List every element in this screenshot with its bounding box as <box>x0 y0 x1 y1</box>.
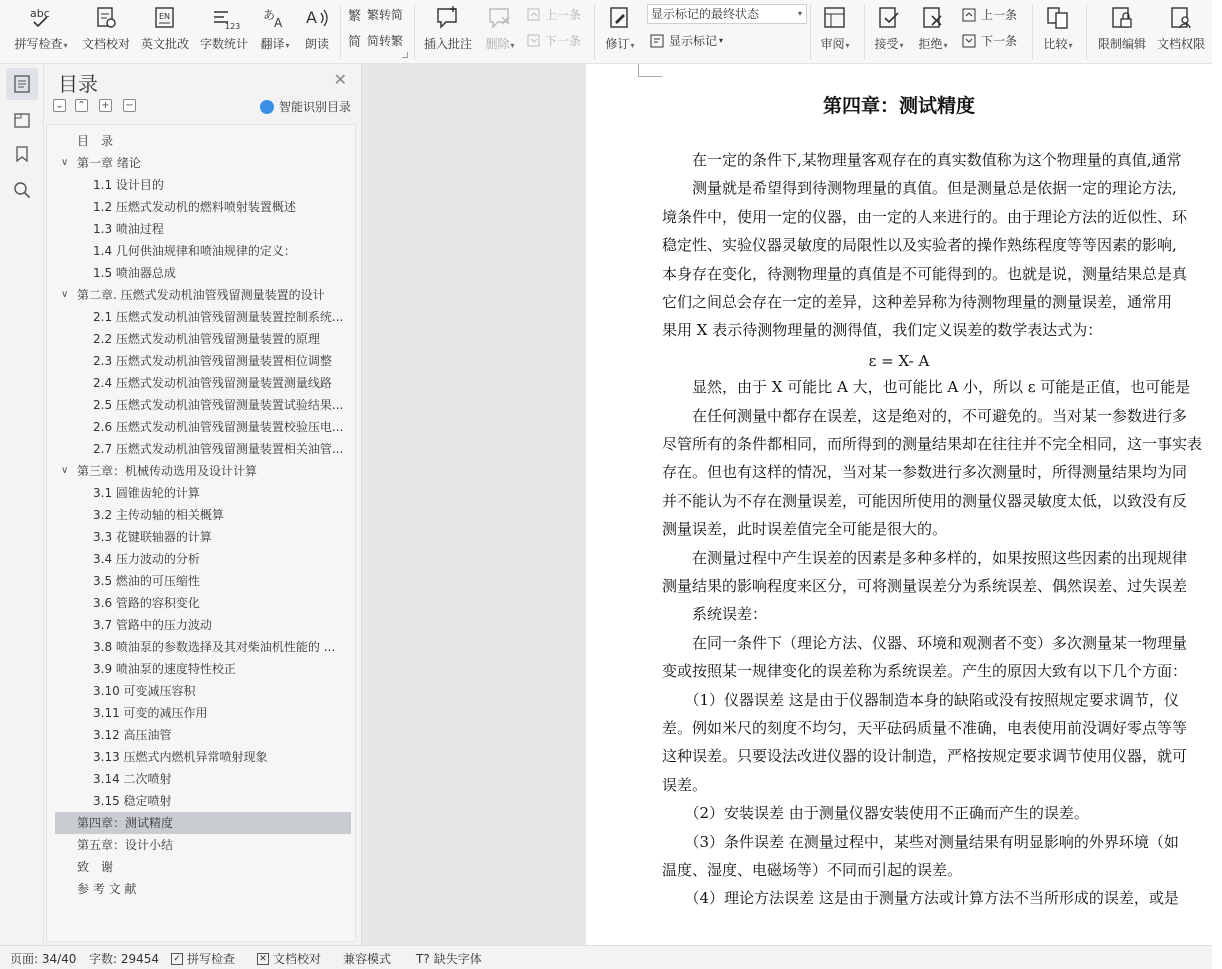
toc-item[interactable] <box>55 790 351 812</box>
toc-item-label: 第四章：测试精度 <box>77 816 174 830</box>
toc-item-label: 第三章：机械传动选用及设计计算 <box>77 464 258 478</box>
check-icon: ✓ <box>171 953 183 965</box>
toc-item-label: 3.12 高压油管 <box>93 728 172 742</box>
toc-icon <box>13 75 31 93</box>
doc-proof-button[interactable]: 文档校对 <box>80 0 132 64</box>
toc-item[interactable] <box>55 702 351 724</box>
text-line: 在测量过程中产生误差的因素是多种多样的，如果按照这些因素的出现规律 <box>662 548 1188 567</box>
toc-item-label: 3.9 喷油泵的速度特性校正 <box>93 662 236 676</box>
toc-item-label: 目 录 <box>77 134 114 148</box>
search-icon <box>13 181 31 199</box>
text-line: 尽管所有的条件都相同，而所得到的测量结果却在往往并不完全相同，这一事实表 <box>662 435 1203 453</box>
text-line: 本身存在变化，待测物理量的真值是不可能得到的。也就是说，测量结果总是真 <box>662 264 1188 283</box>
toc-item[interactable] <box>55 438 351 460</box>
toc-title: 目录 <box>58 72 98 96</box>
toc-item-label: 1.2 压燃式发动机的燃料喷射装置概述 <box>93 200 296 214</box>
review-pane-icon <box>822 5 848 31</box>
toc-item[interactable] <box>55 240 351 262</box>
bookmark-button[interactable] <box>6 138 38 170</box>
toc-item[interactable] <box>55 856 351 878</box>
toc-item[interactable] <box>55 394 351 416</box>
chevron-down-icon[interactable]: ∨ <box>61 157 69 168</box>
text-line: 果用 X 表示待测物理量的测得值，我们定义误差的数学表达式为： <box>662 321 1103 340</box>
toc-item-label: 2.7 压燃式发动机油管残留测量装置相关油管... <box>93 442 344 456</box>
missing-font[interactable]: T? 缺失字体 <box>416 951 482 966</box>
toc-item[interactable] <box>55 658 351 680</box>
toc-item[interactable] <box>55 372 351 394</box>
simp-to-trad-button[interactable]: 简 简转繁 <box>348 34 404 50</box>
toc-item[interactable] <box>55 570 351 592</box>
font-icon: T? <box>416 951 430 966</box>
toc-item[interactable] <box>55 262 351 284</box>
show-markup-icon <box>650 33 666 49</box>
toc-item[interactable] <box>55 196 351 218</box>
english-review-icon <box>152 5 178 31</box>
restrict-edit-lock-icon <box>1109 5 1135 31</box>
text-line: （3）条件误差 在测量过程中，某些对测量结果有明显影响的外界环境（如 <box>662 832 1179 851</box>
translate-icon <box>262 5 288 31</box>
review-ribbon <box>0 0 1212 64</box>
accept-button[interactable]: 接受▾ <box>870 0 908 64</box>
toc-panel-button[interactable] <box>6 68 38 100</box>
text-line: 存在。但也有这样的情况，当对某一参数进行多次测量时，所得测量结果均为同 <box>662 463 1188 482</box>
toc-item-label: 2.3 压燃式发动机油管残留测量装置相位调整 <box>93 354 332 368</box>
toc-item[interactable] <box>55 416 351 438</box>
text-line: 测量就是希望得到待测物理量的真值。但是测量总是依据一定的理论方法, <box>662 179 1177 198</box>
toc-item-label: 第五章：设计小结 <box>77 838 174 852</box>
spell-check-icon <box>28 5 54 31</box>
toc-item[interactable] <box>55 174 351 196</box>
trad-conv-icon <box>348 7 364 23</box>
text-line: 温度、湿度、电磁场等）不同而引起的误差。 <box>662 861 963 879</box>
toc-item[interactable] <box>55 812 351 834</box>
search-button[interactable] <box>6 174 38 206</box>
text-line: 这种误差。只要设法改进仪器的设计制造，严格按规定要求调节使用仪器，就可 <box>662 747 1188 766</box>
document-page[interactable] <box>586 64 1212 945</box>
doc-permission-icon <box>1168 5 1194 31</box>
text-line: 在同一条件下（理论方法、仪器、环境和观测者不变）多次测量某一物理量 <box>662 633 1188 652</box>
trad-to-simp-button[interactable]: 繁 繁转简 <box>348 8 404 24</box>
text-line: 稳定性、实验仪器灵敏度的局限性以及实验者的操作熟练程度等等因素的影响, <box>662 236 1177 255</box>
toc-item-label: 2.2 压燃式发动机油管残留测量装置的原理 <box>93 332 320 346</box>
toc-item[interactable] <box>55 636 351 658</box>
toc-item-label: 致 谢 <box>77 860 114 874</box>
reject-icon <box>920 5 946 31</box>
text-line: （1）仪器误差 这是由于仪器制造本身的缺陷或没有按照规定要求调节，仪 <box>662 690 1179 709</box>
toc-item[interactable] <box>55 724 351 746</box>
svg-text:A: A <box>274 16 283 30</box>
toc-item[interactable] <box>55 614 351 636</box>
toc-item-label: 2.4 压燃式发动机油管残留测量装置测量线路 <box>93 376 332 390</box>
word-count-button[interactable]: 123 字数统计 <box>197 0 251 64</box>
delete-comment-icon <box>487 5 513 31</box>
text-line: 系统误差： <box>662 605 768 624</box>
prev-change-button[interactable]: 上一条 <box>962 6 1017 23</box>
status-spell-check[interactable]: ✓ 拼写检查 <box>171 950 235 967</box>
delete-comment-button[interactable]: 删除▾ <box>482 0 518 64</box>
spell-check-button[interactable]: abc 拼写检查▾ <box>14 7 68 51</box>
toc-item-label: 3.11 可变的减压作用 <box>93 706 208 720</box>
toc-item-label: 3.1 圆锥齿轮的计算 <box>93 486 200 500</box>
toc-item-label: 3.10 可变减压容积 <box>93 684 196 698</box>
english-review-button[interactable]: EN 英文批改 <box>138 0 192 64</box>
next-comment-button[interactable]: 下一条 <box>526 32 581 49</box>
status-bar <box>0 945 1212 969</box>
toc-item[interactable] <box>55 460 351 482</box>
text-line: 在任何测量中都存在误差，这是绝对的，不可避免的。当对某一参数进行多 <box>662 406 1188 425</box>
prev-change-icon <box>962 7 978 23</box>
status-doc-proof[interactable]: ✕ 文档校对 <box>257 950 321 967</box>
chapter-nav-icon <box>13 111 31 129</box>
next-comment-icon <box>526 33 542 49</box>
text-line: 它们之间总会存在一定的差异，这种差异称为待测物理量的测量误差，通常用 <box>662 293 1173 311</box>
prev-comment-button[interactable]: 上一条 <box>526 6 581 23</box>
toc-item-label: 1.3 喷油过程 <box>93 222 164 236</box>
page-indicator[interactable]: 页面: 34/40 <box>10 952 77 966</box>
svg-text:EN: EN <box>159 12 171 21</box>
read-aloud-icon <box>304 5 330 31</box>
review-pane-button[interactable]: 审阅▾ <box>815 0 855 64</box>
svg-text:あ: あ <box>263 8 276 22</box>
doc-proof-icon <box>93 5 119 31</box>
chapter-heading: 第四章：测试精度 <box>822 95 975 117</box>
toc-item-label: 第二章. 压燃式发动机油管残留测量装置的设计 <box>77 288 325 302</box>
chevron-down-icon[interactable]: ∨ <box>61 289 69 300</box>
compare-icon <box>1045 5 1071 31</box>
toc-item-label: 3.8 喷油泵的参数选择及其对柴油机性能的 ... <box>93 640 336 654</box>
text-line: 测量误差，此时误差值完全可能是很大的。 <box>662 520 948 539</box>
markup-display-select[interactable]: 显示标记的最终状态 ▾ <box>647 4 807 24</box>
toc-item-label: 3.3 花键联轴器的计算 <box>93 530 212 544</box>
toc-item-label: 1.4 几何供油规律和喷油规律的定义： <box>93 244 296 258</box>
text-line: 并不能认为不存在测量误差，可能因所使用的测量仪器灵敏度太低，以致没有反 <box>662 491 1188 510</box>
svg-text:简: 简 <box>348 34 362 50</box>
toc-item[interactable] <box>55 284 351 306</box>
toc-item[interactable] <box>55 350 351 372</box>
accept-icon <box>876 5 902 31</box>
smart-toc-icon <box>260 100 274 114</box>
track-changes-icon <box>607 5 633 31</box>
text-line: 境条件中，使用一定的仪器，由一定的人来进行的。由于理论方法的近似性、环 <box>662 207 1188 226</box>
toc-item-label: 3.14 二次喷射 <box>93 772 172 786</box>
toc-item[interactable] <box>55 504 351 526</box>
word-count-icon <box>211 5 241 31</box>
track-changes-button[interactable]: 修订▾ <box>600 0 640 64</box>
toc-item[interactable] <box>55 834 351 856</box>
chapter-nav-button[interactable] <box>6 104 38 136</box>
next-change-button[interactable]: 下一条 <box>962 32 1017 49</box>
simp-conv-icon <box>348 33 364 49</box>
svg-text:A: A <box>306 8 317 27</box>
toc-item-label: 参 考 文 献 <box>77 882 137 896</box>
toc-item-label: 3.7 管路中的压力波动 <box>93 618 212 632</box>
insert-comment-button[interactable]: 插入批注 <box>420 0 476 64</box>
text-line: 变或按照某一规律变化的误差称为系统误差。产生的原因大致有以下几个方面： <box>662 662 1188 681</box>
text-line: （4）理论方法误差 这是由于测量方法或计算方法不当所形成的误差，或是 <box>662 889 1179 908</box>
read-aloud-button[interactable]: A 朗读 <box>299 0 335 64</box>
smart-toc-button[interactable]: 智能识别目录 <box>260 98 351 115</box>
toc-item[interactable] <box>55 746 351 768</box>
add-heading-icon[interactable]: + <box>99 99 112 112</box>
prev-comment-icon <box>526 7 542 23</box>
chevron-down-icon[interactable]: ∨ <box>61 465 69 476</box>
text-line: 测量结果的影响程度来区分，可将测量误差分为系统误差、偶然误差、过失误差 <box>662 577 1188 595</box>
proof-icon: ✕ <box>257 953 269 965</box>
toc-item-label: 3.13 压燃式内燃机异常喷射现象 <box>93 750 268 764</box>
toc-item[interactable] <box>55 328 351 350</box>
word-count-indicator[interactable]: 字数: 29454 <box>89 952 160 966</box>
toc-item-label: 2.1 压燃式发动机油管残留测量装置控制系统... <box>93 310 344 324</box>
translate-button[interactable]: あ A 翻译▾ <box>255 0 295 64</box>
remove-heading-icon[interactable]: − <box>123 99 136 112</box>
expand-up-icon[interactable]: ⌃ <box>75 99 88 112</box>
toc-item-label: 3.6 管路的容积变化 <box>93 596 200 610</box>
toc-item[interactable] <box>55 548 351 570</box>
toc-item[interactable] <box>55 130 351 152</box>
restrict-edit-button[interactable]: 限制编辑 <box>1094 0 1150 64</box>
text-line: 误差。 <box>662 775 708 794</box>
toc-panel <box>44 64 362 945</box>
toc-item[interactable] <box>55 592 351 614</box>
formula-line: ε = X- A <box>868 351 930 370</box>
toc-list <box>46 124 356 942</box>
svg-text:123: 123 <box>225 22 241 31</box>
toc-item-label: 3.15 稳定喷射 <box>93 794 172 808</box>
toc-item-label: 1.1 设计目的 <box>93 178 164 192</box>
insert-comment-icon <box>435 5 461 31</box>
toc-item-label: 3.4 压力波动的分析 <box>93 552 200 566</box>
svg-text:繁: 繁 <box>348 8 362 24</box>
close-icon[interactable]: ✕ <box>333 70 347 89</box>
toc-item-label: 2.5 压燃式发动机油管残留测量装置试验结果... <box>93 398 344 412</box>
compat-mode: 兼容模式 <box>343 952 392 966</box>
compare-button[interactable]: 比较▾ <box>1038 0 1078 64</box>
toc-item-label: 3.5 燃油的可压缩性 <box>93 574 200 588</box>
toc-item[interactable] <box>55 152 351 174</box>
text-line: 在一定的条件下,某物理量客观存在的真实数值称为这个物理量的真值,通常 <box>662 151 1182 169</box>
toc-item-label: 第一章 绪论 <box>77 156 141 170</box>
toc-item[interactable] <box>55 768 351 790</box>
toc-item[interactable] <box>55 878 351 900</box>
toc-item-label: 1.5 喷油器总成 <box>93 266 176 280</box>
toc-item[interactable] <box>55 218 351 240</box>
doc-permission-button[interactable]: 文档权限 <box>1154 0 1208 64</box>
toc-item[interactable] <box>55 526 351 548</box>
nav-rail <box>0 64 44 945</box>
text-line: 差。例如米尺的刻度不均匀，天平砝码质量不准确，电表使用前没调好零点等等 <box>662 719 1188 737</box>
next-change-icon <box>962 33 978 49</box>
collapse-all-icon[interactable]: ⌄ <box>53 99 66 112</box>
text-line: （2）安装误差 由于测量仪器安装使用不正确而产生的误差。 <box>662 804 1089 823</box>
crop-mark <box>638 64 662 77</box>
toc-item[interactable] <box>55 482 351 504</box>
toc-item-label: 3.2 主传动轴的相关概算 <box>93 508 224 522</box>
toc-item[interactable] <box>55 306 351 328</box>
svg-text:abc: abc <box>30 7 50 20</box>
text-line: 显然，由于 X 可能比 A 大，也可能比 A 小，所以 ε 可能是正值，也可能是 <box>662 378 1191 397</box>
reject-button[interactable]: 拒绝▾ <box>914 0 952 64</box>
toc-item[interactable] <box>55 680 351 702</box>
toc-item-label: 2.6 压燃式发动机油管残留测量装置校验压电... <box>93 420 344 434</box>
show-markup-button[interactable]: 显示标记 ▾ <box>650 32 723 49</box>
bookmark-icon <box>13 145 31 163</box>
